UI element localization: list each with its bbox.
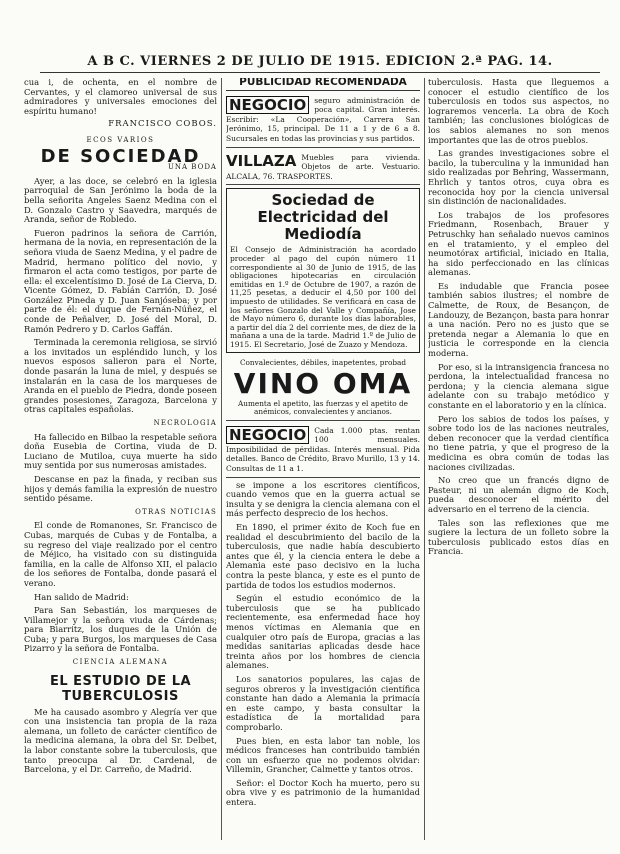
paragraph: Descanse en paz la finada, y reciban sus hijos y demás familia la expresión de nuestro sentido pésame. — [24, 473, 217, 504]
paragraph: Ayer, a las doce, se celebró en la iglesia parroquial de San Jerónimo la boda de la bella señorita Angeles Saenz Medina con el D. Gonzalo Castro y Saavedra, marqués de Aranda, señor de Robledo. — [24, 175, 217, 225]
classified-ad — [226, 424, 420, 478]
advertising-header: PUBLICIDAD RECOMENDADA — [226, 78, 420, 91]
column-2 — [226, 78, 420, 840]
subsection-label: NECROLOGIA — [153, 419, 217, 427]
paragraph: El conde de Romanones, Sr. Francisco de Cubas, marqués de Cubas y de Fontalba, a su regreso del viaje realizado por el centro de Méjico, ha visitado con su distinguida familia, en la calle de Alfonso XII, el palacio de los señores de Fontalba, donde pasará el verano. — [24, 520, 217, 588]
wine-ad — [226, 357, 420, 420]
paragraph: Las grandes investigaciones sobre el bacilo, la tuberculina y la inmunidad han sido realizadas por Behring, Wassermann, Ehrlich y tantos otros, cuya obra es reconocida hoy por la ciencia universal sin distinción de nacionalidades. — [428, 148, 609, 207]
ad-text: seguro administración de poca capital. Gran interés. Escribir: «La Cooperación», Carrera San Jerónimo, 15, principal. De 11 a 1 y de 6 a 8. Sucursales en todas las provincias y sus partidos. — [226, 95, 420, 143]
paragraph: Terminada la ceremonia religiosa, se sirvió a los invitados un espléndido lunch, y los nuevos esposos salieron para el Norte, donde pasarán la luna de miel, y después se instalarán en la casa de los marqueses de Aranda en el pueblo de Piedra, donde poseen grandes posesiones, Zaragoza, Barcelona y otras capitales españolas. — [24, 337, 217, 415]
paragraph: cua i, de ochenta, en el nombre de Cervantes, y el clamoreo universal de sus admiradores y universales emociones del espíritu humano! — [24, 78, 217, 116]
classified-ad — [226, 94, 420, 148]
paragraph: se impone a los escritores científicos, cuando vemos que en la guerra actual se insulta y se denigra la ciencia alemana con el más perfecto desprecio de los hechos. — [226, 479, 420, 519]
section-title: DE SOCIEDAD — [40, 145, 201, 167]
paragraph: Para San Sebastián, los marqueses de Villamejor y la señora viuda de Cárdenas; para Biarritz, los duques de la Unión de Cuba; y para Burgos, los marqueses de Casa Pizarro y la señora de Fontalba. — [24, 605, 217, 654]
paragraph: En 1890, el primer éxito de Koch fue en realidad el descubrimiento del bacilo de la tuberculosis, que nadie había descubierto antes que él, y la ciencia entera le debe a Alemania este paso decisivo en la lucha contra la peste blanca, y este es el punto de partida de todos los estudios modernos. — [226, 522, 420, 590]
subsection-label: UNA BODA — [168, 163, 217, 172]
classified-ad — [226, 151, 420, 186]
notice-title: Sociedad de Electricidad del Mediodía — [257, 191, 389, 244]
ad-brand: VILLAZA — [226, 151, 297, 170]
paragraph: Pues bien, en esta labor tan noble, los médicos franceses han contribuido también con un esfuerzo que no podemos olvidar: Villemin, Grancher, Calmette y tantos otros. — [226, 735, 420, 775]
article-title: EL ESTUDIO DE LA TUBERCULOSIS — [49, 673, 192, 704]
paragraph: Es indudable que Francia posee también sabios ilustres; el nombre de Calmette, de Roux, de Besançon, de Landouzy, de Bezançon, basta para honrar a una nación. Pero no es justo que se pretenda negar a Alemania lo que en justicia le corresponde en la ciencia moderna. — [428, 280, 609, 359]
paragraph: Por eso, si la intransigencia francesa no perdona, la intelectualidad francesa no perdona; y la ciencia alemana sigue adelante con su trabajo metódico y constante en el laboratorio y en la clínica. — [428, 361, 609, 410]
paragraph: Me ha causado asombro y Alegría ver que con una insistencia tan propia de la raza alemana, un folleto de carácter científico de la medicina alemana, la obra del Sr. Delbet, la labor constante sobre la tuberculosis, que tanto preocupa al Dr. Cardenal, de Barcelona, y el Dr. Carreño, de Madrid. — [24, 706, 217, 775]
subsection-label: OTRAS NOTICIAS — [135, 507, 217, 516]
ad-text: Muebles para vivienda. Objetos de arte. Vestuario. ALCALA, 76. TRASPORTES. — [226, 152, 420, 181]
column-rule-left — [221, 78, 222, 840]
column-1 — [24, 78, 217, 840]
column-3 — [428, 78, 609, 840]
paragraph: Señor: el Doctor Koch ha muerto, pero su obra vive y es patrimonio de la humanidad entera. — [226, 777, 420, 808]
paragraph: Fueron padrinos la señora de Carrión, hermana de la novia, en representación de la señora viuda de Saenz Medina, y el padre de Madrid, hermano político del novio, y firmaron el acta como testigos, por parte de ella: el excelentísimo D. José de La Cierva, D. Vicente Gómez, D. Fabián Carrión, D. José González Pineda y D. Juan Sanjóseba; y por parte de él: el duque de Fernán-Núñez, el conde de Peñalver, D. José del Moral, D. Ramón Pedrero y D. Carlos Gaffán. — [24, 227, 217, 334]
ad-tagline: Convalecientes, débiles, inapetentes, probad — [239, 358, 407, 368]
paragraph: Los trabajos de los profesores Friedmann, Rosenbach, Brauer y Petruschky han señalado nuevos caminos en el tratamiento, y el empleo del neumotórax artificial, iniciado en Italia, ha sido perfeccionado en las clínicas alemanas. — [428, 209, 609, 278]
column-rule-right — [424, 78, 425, 840]
paragraph: Según el estudio económico de la tuberculosis que se ha publicado recientemente, esa enfermedad hace hoy menos víctimas en Alemania que en cualquier otro país de Europa, gracias a las medidas sanitarias aplicadas desde hace treinta años por los hombres de ciencia alemanes. — [226, 593, 420, 671]
ad-brand: NEGOCIO — [226, 96, 309, 114]
ad-brand: NEGOCIO — [226, 426, 309, 444]
ad-text: Cada 1.000 ptas. rentan 100 mensuales. Imposibilidad de pérdidas. Interés mensual. Pida detalles. Banco de Crédito, Bravo Murillo, 13 y 14. Consultas de 11 a 1. — [226, 425, 420, 474]
small-label: CIENCIA ALEMANA — [72, 658, 169, 667]
notice-box — [226, 188, 420, 353]
ad-brand: VINO OMA — [233, 366, 413, 400]
paragraph: Han salido de Madrid: — [34, 591, 129, 602]
signature: FRANCISCO COBOS. — [108, 119, 217, 130]
paragraph: No creo que un francés digno de Pasteur, ni un alemán digno de Koch, pueda desconocer el mérito del adversario en el terreno de la ciencia. — [428, 475, 609, 514]
paragraph: Ha fallecido en Bilbao la respetable señora doña Eusebia de Cortina, viuda de D. Luciano de Mutiloa, cuya muerte ha sido muy sentida por sus numerosas amistades. — [24, 431, 217, 471]
paragraph: Pero los sabios de todos los países, y sobre todo los de las naciones neutrales, deben reconocer que la verdad científica no tiene patria, y que el progreso de la medicina es obra común de todas las naciones civilizadas. — [428, 413, 609, 472]
paragraph: Los sanatorios populares, las cajas de seguros obreros y la investigación científica constante han dado a Alemania la primacía en este campo, y basta consultar la estadística de la mortalidad para comprobarlo. — [226, 673, 420, 732]
paragraph: tuberculosis. Hasta que lleguemos a conocer el estudio científico de los tuberculosis en todos sus aspectos, no lograremos vencerla. La obra de Koch también; las conclusiones biológicas de los sabios alemanes no son menos importantes que las de otros pueblos. — [428, 78, 609, 145]
page-header: A B C. VIERNES 2 DE JULIO DE 1915. EDICION 2.ª PAG. 14. — [40, 54, 600, 73]
ad-text: Aumenta el apetito, las fuerzas y el apetito de anémicos, convalecientes y ancianos. — [238, 398, 408, 417]
small-label: ECOS VARIOS — [86, 135, 155, 144]
notice-text: El Consejo de Administración ha acordado proceder al pago del cupón número 11 correspondiente al 30 de Junio de 1915, de las obligaciones hipotecarias en circulación emitidas en 1.º de Octubre de 1907, a razón de 11,25 pesetas, a deducir el 4,50 por 100 del impuesto de utilidades. Se verificará en casa de los señores Gonzalo del Valle y Compañía, Jose de Mayo número 6, durante los días laborables, a partir del día 2 del corriente mes, de diez de la mañana a una de la tarde. Madrid 1.º de Julio de 1915. El Secretario, José de Zuazo y Mendoza. — [230, 245, 416, 349]
paragraph: Tales son las reflexiones que me sugiere la lectura de un folleto sobre la tuberculosis publicado estos días en Francia. — [428, 517, 609, 557]
